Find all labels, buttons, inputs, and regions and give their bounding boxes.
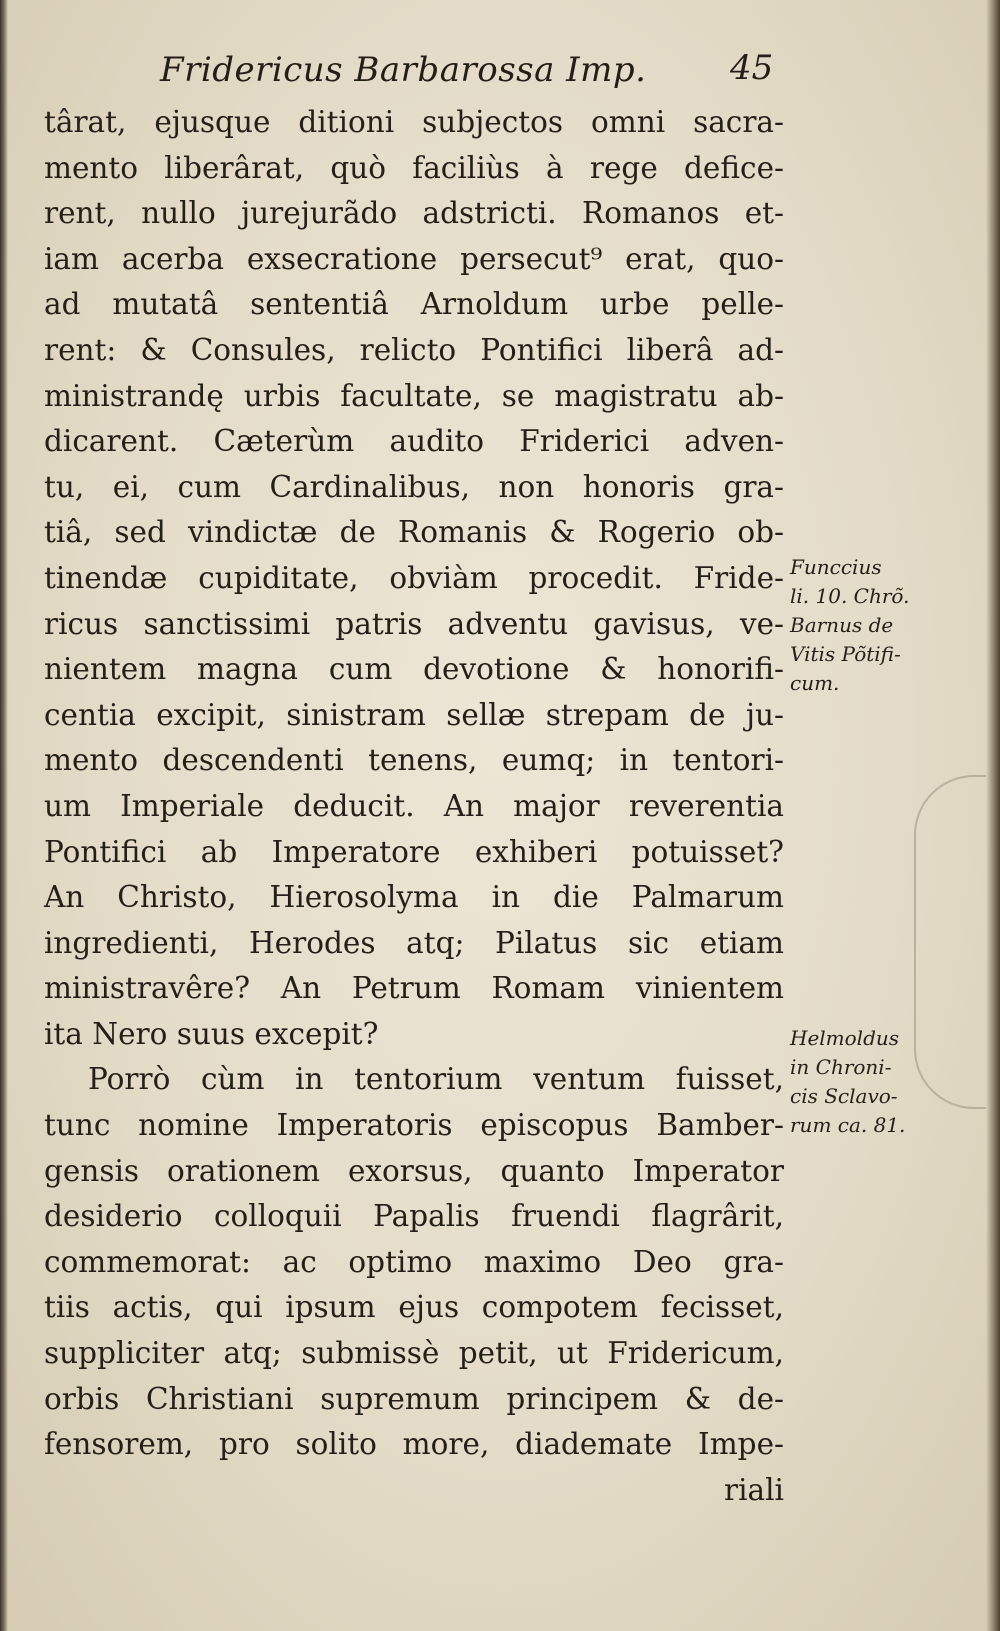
text-line: nientem magna cum devotione & honorifi- [44, 652, 784, 687]
text-line: An Christo, Hierosolyma in die Palmarum [44, 880, 784, 915]
text-line: târat, ejusque ditioni subjectos omni sacra- [44, 105, 784, 139]
running-head: Fridericus Barbarossa Imp. [160, 50, 647, 90]
text-line: fensorem, pro solito more, diademate Impe- [44, 1427, 784, 1462]
text-line: Porrò cùm in tentorium ventum fuisset, [88, 1062, 784, 1097]
text-line: desiderio colloquii Papalis fruendi flagrârit, [44, 1199, 784, 1234]
text-line: tinendæ cupiditate, obviàm procedit. Fride- [44, 560, 784, 595]
margin-note-line: Barnus de [790, 613, 894, 637]
text-line: suppliciter atq; submissè petit, ut Fridericum, [44, 1336, 784, 1371]
margin-note-line: rum ca. 81. [790, 1113, 906, 1137]
text-line: ricus sanctissimi patris adventu gavisus, ve- [44, 606, 784, 641]
text-line: rent: & Consules, relicto Pontifici liberâ ad- [44, 332, 784, 367]
text-line: tunc nomine Imperatoris episcopus Bamber- [44, 1108, 784, 1143]
margin-note-helmoldus [790, 1024, 950, 1140]
catchword: riali [724, 1472, 784, 1507]
page-right-edge [986, 0, 1000, 1631]
text-line: iam acerba exsecratione persecut⁹ erat, quo- [44, 241, 784, 276]
page-number: 45 [730, 48, 774, 88]
margin-note-line: cis Sclavo- [790, 1084, 898, 1108]
text-line: ministrandę urbis facultate, se magistratu ab- [44, 378, 784, 413]
margin-note-line: Funccius [790, 555, 882, 579]
text-line: um Imperiale deducit. An major reverentia [44, 788, 784, 823]
text-line: centia excipit, sinistram sellæ strepam de ju- [44, 697, 784, 732]
margin-note-line: Helmoldus [790, 1026, 900, 1050]
text-line: ministravêre? An Petrum Romam vinientem [44, 971, 784, 1006]
text-line: commemorat: ac optimo maximo Deo gra- [44, 1244, 784, 1279]
text-line: orbis Christiani supremum principem & de- [44, 1381, 784, 1416]
text-line: mento descendenti tenens, eumq; in tentori- [44, 743, 784, 778]
margin-note-line: in Chroni- [790, 1055, 892, 1079]
text-line: mento liberârat, quò faciliùs à rege defice- [44, 150, 784, 185]
margin-note-line: li. 10. Chrõ. [790, 584, 910, 608]
text-line: ita Nero suus excepit? [44, 1016, 379, 1051]
text-line: gensis orationem exorsus, quanto Imperator [44, 1153, 784, 1188]
text-line: rent, nullo jurejurãdo adstricti. Romanos et- [44, 196, 784, 231]
text-line: tiâ, sed vindictæ de Romanis & Rogerio ob- [44, 515, 784, 550]
text-line: ad mutatâ sententiâ Arnoldum urbe pelle- [44, 287, 784, 322]
text-line: dicarent. Cæterùm audito Friderici adven- [44, 424, 784, 459]
text-line: tu, ei, cum Cardinalibus, non honoris gra- [44, 469, 784, 504]
text-line: Pontifici ab Imperatore exhiberi potuisset? [44, 834, 784, 869]
page-left-edge [0, 0, 8, 1631]
text-line: ingredienti, Herodes atq; Pilatus sic etiam [44, 925, 784, 960]
margin-note-funccius [790, 553, 950, 698]
margin-note-line: Vitis Põtifi- [790, 642, 901, 666]
margin-note-line: cum. [790, 671, 840, 695]
text-line: tiis actis, qui ipsum ejus compotem fecisset, [44, 1290, 784, 1325]
body-text [44, 100, 784, 1513]
